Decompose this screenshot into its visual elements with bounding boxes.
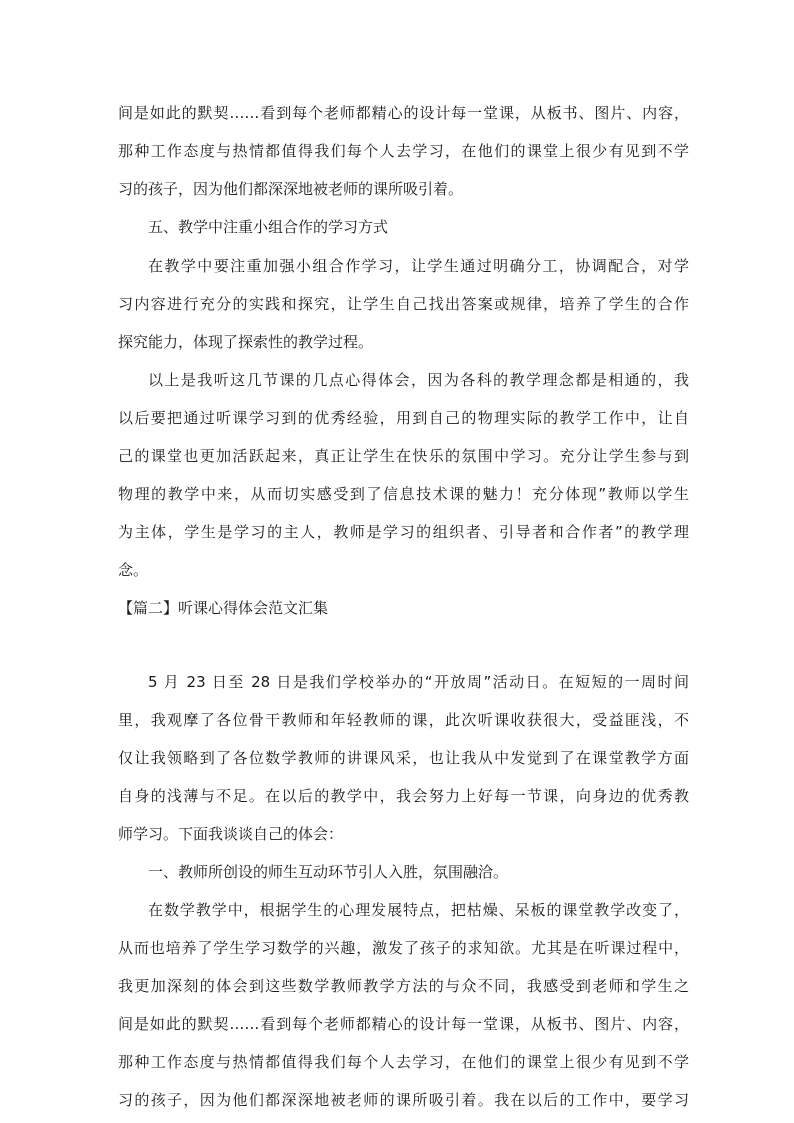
section-heading: 一、教师所创设的师生互动环节引人入胜，氛围融洽。: [148, 863, 509, 881]
section-heading: 五、教学中注重小组合作的学习方式: [148, 218, 389, 236]
text-line: 师学习。下面我谈谈自己的体会：: [118, 825, 344, 843]
text-line: 习的孩子，因为他们都深深地被老师的课所吸引着。我在以后的工作中，要学习: [118, 1091, 689, 1109]
text-line: 自身的浅薄与不足。在以后的教学中，我会努力上好每一节课，向身边的优秀教: [118, 787, 689, 805]
text-line: 为主体，学生是学习的主人，教师是学习的组织者、引导者和合作者”的教学理: [118, 523, 689, 541]
text-line: 以上是我听这几节课的几点心得体会，因为各科的教学理念都是相通的，我: [148, 371, 689, 389]
text-line: 从而也培养了学生学习数学的兴趣，激发了孩子的求知欲。尤其是在听课过程中，: [118, 939, 689, 957]
text-line: 在数学教学中，根据学生的心理发展特点，把枯燥、呆板的课堂教学改变了，: [148, 901, 689, 919]
text-line: 习的孩子，因为他们都深深地被老师的课所吸引着。: [118, 180, 464, 198]
text-line: 以后要把通过听课学习到的优秀经验，用到自己的物理实际的教学工作中，让自: [118, 409, 689, 427]
text-line: 我更加深刻的体会到这些数学教师教学方法的与众不同，我感受到老师和学生之: [118, 977, 689, 995]
text-line: 间是如此的默契……看到每个老师都精心的设计每一堂课，从板书、图片、内容，: [118, 104, 689, 122]
text-line: 物理的教学中来，从而切实感受到了信息技术课的魅力！充分体现”教师以学生: [118, 485, 689, 503]
text-line: 5 月 23 日至 28 日是我们学校举办的“开放周”活动日。在短短的一周时间: [148, 673, 689, 691]
text-line: 在教学中要注重加强小组合作学习，让学生通过明确分工，协调配合，对学: [148, 257, 689, 275]
text-line: 间是如此的默契……看到每个老师都精心的设计每一堂课，从板书、图片、内容，: [118, 1015, 689, 1033]
text-line: 念。: [118, 561, 149, 579]
text-line: 那种工作态度与热情都值得我们每个人去学习，在他们的课堂上很少有见到不学: [118, 1053, 689, 1071]
part-title: 【篇二】听课心得体会范文汇集: [118, 599, 329, 617]
text-line: 习内容进行充分的实践和探究，让学生自己找出答案或规律，培养了学生的合作: [118, 295, 689, 313]
text-line: 里，我观摩了各位骨干教师和年轻教师的课，此次听课收获很大，受益匪浅，不: [118, 711, 689, 729]
text-line: 己的课堂也更加活跃起来，真正让学生在快乐的氛围中学习。充分让学生参与到: [118, 447, 689, 465]
text-line: 那种工作态度与热情都值得我们每个人去学习，在他们的课堂上很少有见到不学: [118, 142, 689, 160]
text-line: 仅让我领略到了各位数学教师的讲课风采，也让我从中发觉到了在课堂教学方面: [118, 749, 689, 767]
text-line: 探究能力，体现了探索性的教学过程。: [118, 333, 374, 351]
